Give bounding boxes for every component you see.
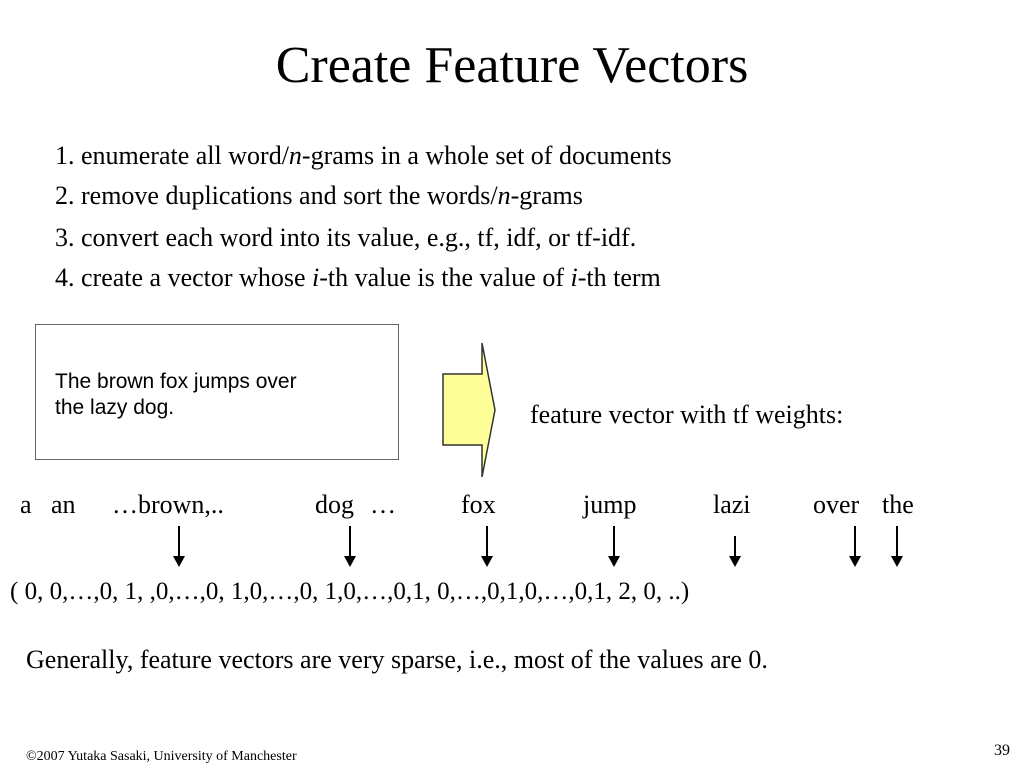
down-arrow-icon [343,526,357,568]
term-an: an [51,490,76,519]
term-lazi: lazi [713,490,751,519]
down-arrow-icon [848,526,862,568]
term-dog: dog [315,490,354,519]
page-number: 39 [994,742,1010,759]
term-the: the [882,490,914,519]
step-3: 3. convert each word into its value, e.g., tf, idf, or tf-idf. [55,223,637,252]
example-document-text: The brown fox jumps over the lazy dog. [55,370,297,419]
footer-copyright: ©2007 Yutaka Sasaki, University of Manchester [26,749,297,764]
term-fox: fox [461,490,496,519]
down-arrow-icon [728,536,742,568]
term-jump: jump [583,490,637,519]
slide-title: Create Feature Vectors [275,37,749,94]
feature-vector: ( 0, 0,…,0, 1, ,0,…,0, 1,0,…,0, 1,0,…,0,1, 0,…,0,1,0,…,0,1, 2, 0, ..) [10,578,690,605]
term-brown: …brown,.. [112,490,224,519]
down-arrow-icon [607,526,621,568]
down-arrow-icon [172,526,186,568]
down-arrow-icon [890,526,904,568]
term-a: a [20,490,32,519]
step-4: 4. create a vector whose i-th value is the value of i-th term [55,263,661,292]
term-over: over [813,490,860,519]
feature-vector-label: feature vector with tf weights: [530,400,844,429]
right-arrow-icon [440,340,500,480]
example-document-box [35,324,399,460]
step-1: 1. enumerate all word/n-grams in a whole set of documents [55,141,672,170]
term-ellipsis: … [370,490,396,519]
step-2: 2. remove duplications and sort the words/n-grams [55,181,583,210]
summary-text: Generally, feature vectors are very sparse, i.e., most of the values are 0. [26,645,768,674]
down-arrow-icon [480,526,494,568]
